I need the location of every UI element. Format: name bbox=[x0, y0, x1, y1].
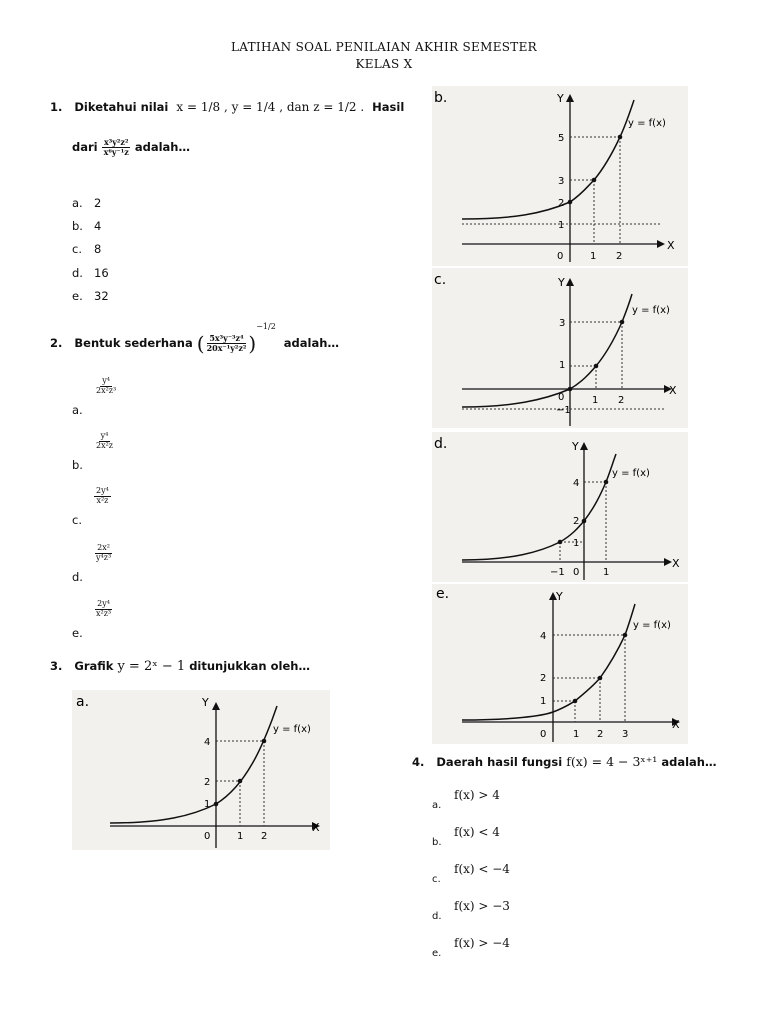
question-prefix: Grafik bbox=[74, 659, 114, 673]
x-tick: 1 bbox=[590, 251, 597, 262]
origin-label: 0 bbox=[557, 251, 564, 262]
origin-label: 0 bbox=[540, 729, 547, 740]
y-tick: 1 bbox=[558, 220, 565, 231]
question-suffix: ditunjukkan oleh… bbox=[189, 659, 310, 673]
y-tick: 2 bbox=[573, 516, 580, 527]
y-arrow bbox=[212, 702, 220, 710]
curve-point bbox=[573, 699, 578, 704]
numerator: 5x³y⁻³z⁴ bbox=[209, 333, 244, 344]
function-label: y = f(x) bbox=[628, 118, 666, 129]
graph-letter: e. bbox=[436, 586, 450, 602]
y-tick: 1 bbox=[204, 799, 211, 810]
question-suffix: adalah… bbox=[661, 755, 717, 769]
numerator: x³y²z² bbox=[103, 137, 129, 147]
y-axis-label: Y bbox=[558, 276, 565, 289]
question-prefix: Diketahui nilai bbox=[74, 100, 169, 114]
function-label: y = f(x) bbox=[273, 724, 311, 735]
y-tick: 4 bbox=[540, 631, 547, 642]
function-curve bbox=[462, 604, 635, 720]
graph-c-svg bbox=[432, 268, 688, 428]
x-tick: 2 bbox=[618, 395, 625, 406]
question-number: 2. bbox=[50, 336, 63, 350]
graph-e[interactable] bbox=[432, 584, 688, 744]
y-tick: 4 bbox=[573, 478, 580, 489]
page-subtitle: KELAS X bbox=[355, 57, 413, 71]
function-curve bbox=[462, 294, 632, 407]
function-curve bbox=[462, 454, 616, 560]
y-tick: 1 bbox=[573, 538, 580, 549]
y-axis-label: Y bbox=[557, 92, 564, 105]
x-tick: 2 bbox=[616, 251, 623, 262]
question-prefix: Bentuk sederhana bbox=[74, 336, 193, 350]
x-tick: 1 bbox=[573, 729, 580, 740]
x-arrow bbox=[664, 558, 672, 566]
graph-c[interactable] bbox=[432, 268, 688, 428]
x-arrow bbox=[657, 240, 665, 248]
function-expression: f(x) = 4 − 3ˣ⁺¹ bbox=[566, 754, 658, 769]
question-2: 2. Bentuk sederhana ( $\frac{\text{5x³y⁻³z⁴}}{\text{20x⁻¹y²z²}}$ )$^{-1/2}$ adalah… bbox=[50, 322, 339, 356]
x-tick: 2 bbox=[261, 831, 268, 842]
x-axis-label: X bbox=[672, 557, 680, 570]
curve-point bbox=[623, 633, 628, 638]
origin-label: 0 bbox=[204, 831, 211, 842]
y-arrow bbox=[566, 278, 574, 286]
y-tick: 5 bbox=[558, 133, 565, 144]
function-label: y = f(x) bbox=[632, 305, 670, 316]
curve-point bbox=[214, 802, 219, 807]
y-arrow bbox=[566, 94, 574, 102]
graph-a-svg bbox=[72, 690, 330, 850]
question-3 bbox=[50, 659, 310, 674]
option-1e[interactable]: e. 32 bbox=[72, 289, 109, 303]
y-axis-label: Y bbox=[572, 440, 579, 453]
x-tick: 1 bbox=[237, 831, 244, 842]
graph-d[interactable] bbox=[432, 432, 688, 582]
curve-point bbox=[558, 540, 563, 545]
curve-point bbox=[618, 135, 623, 140]
y-tick: 1 bbox=[559, 360, 566, 371]
graph-b[interactable] bbox=[432, 86, 688, 266]
x-axis-label: X bbox=[312, 821, 320, 834]
y-axis-label: Y bbox=[556, 590, 563, 603]
option-1c[interactable]: c. 8 bbox=[72, 242, 102, 256]
curve-point bbox=[568, 387, 573, 392]
graph-letter: d. bbox=[434, 436, 448, 452]
x-axis-label: X bbox=[667, 239, 675, 252]
graph-d-svg bbox=[432, 432, 688, 582]
y-axis-label: Y bbox=[202, 696, 209, 709]
exponent: −1/2 bbox=[256, 322, 276, 331]
x-axis-label: X bbox=[669, 384, 677, 397]
curve-point bbox=[568, 200, 573, 205]
option-1b[interactable]: b. 4 bbox=[72, 219, 102, 233]
y-arrow bbox=[580, 442, 588, 450]
question-prefix: Daerah hasil fungsi bbox=[436, 755, 563, 769]
y-tick: 3 bbox=[559, 318, 566, 329]
y-tick: 1 bbox=[540, 696, 547, 707]
curve-point bbox=[604, 480, 609, 485]
origin-label: 0 bbox=[573, 567, 580, 578]
x-tick: 2 bbox=[597, 729, 604, 740]
y-tick: 2 bbox=[204, 777, 211, 788]
y-tick: 2 bbox=[540, 673, 547, 684]
y-tick: 3 bbox=[558, 176, 565, 187]
fraction bbox=[102, 138, 131, 157]
function-label: y = f(x) bbox=[612, 468, 650, 479]
expr-prefix: dari bbox=[72, 139, 98, 154]
x-axis-label: X bbox=[672, 718, 680, 731]
graph-e-svg bbox=[432, 584, 688, 744]
option-1d[interactable]: d. 16 bbox=[72, 266, 109, 280]
graph-a[interactable] bbox=[72, 690, 330, 850]
curve-point bbox=[592, 178, 597, 183]
fraction bbox=[205, 334, 249, 353]
x-tick: 1 bbox=[592, 395, 599, 406]
x-tick: −1 bbox=[550, 567, 565, 578]
x-tick: 3 bbox=[622, 729, 629, 740]
question-1-expression bbox=[72, 138, 190, 157]
question-1 bbox=[50, 100, 404, 114]
function-expression: y = 2ˣ − 1 bbox=[117, 659, 186, 674]
denominator: 20x⁻¹y²z² bbox=[206, 343, 247, 353]
graph-letter: a. bbox=[76, 694, 90, 710]
x-tick: 1 bbox=[603, 567, 610, 578]
question-suffix: adalah… bbox=[283, 336, 339, 350]
question-suffix: Hasil bbox=[372, 100, 405, 114]
y-tick: 4 bbox=[204, 737, 211, 748]
denominator: x⁶y⁻¹z bbox=[103, 146, 129, 157]
expr-suffix: adalah… bbox=[134, 139, 190, 154]
function-curve bbox=[110, 706, 277, 823]
curve-point bbox=[582, 519, 587, 524]
origin-label: 0 bbox=[558, 392, 565, 403]
option-1a[interactable]: a. 2 bbox=[72, 196, 102, 210]
curve-point bbox=[594, 364, 599, 369]
question-4 bbox=[412, 754, 716, 769]
curve-point bbox=[262, 739, 267, 744]
graph-letter: c. bbox=[434, 272, 447, 288]
function-curve bbox=[462, 100, 634, 219]
question-number: 1. bbox=[50, 100, 63, 114]
graph-letter: b. bbox=[434, 90, 448, 106]
curve-point bbox=[238, 779, 243, 784]
function-label: y = f(x) bbox=[633, 620, 671, 631]
given-values: x = 1/8 , y = 1/4 , dan z = 1/2 . bbox=[176, 100, 365, 114]
graph-b-svg bbox=[432, 86, 688, 266]
curve-point bbox=[620, 320, 625, 325]
question-number: 4. bbox=[412, 755, 425, 769]
y-tick: −1 bbox=[556, 405, 571, 416]
page-title: LATIHAN SOAL PENILAIAN AKHIR SEMESTER bbox=[231, 40, 537, 54]
curve-point bbox=[598, 676, 603, 681]
question-number: 3. bbox=[50, 659, 63, 673]
y-tick: 2 bbox=[558, 198, 565, 209]
